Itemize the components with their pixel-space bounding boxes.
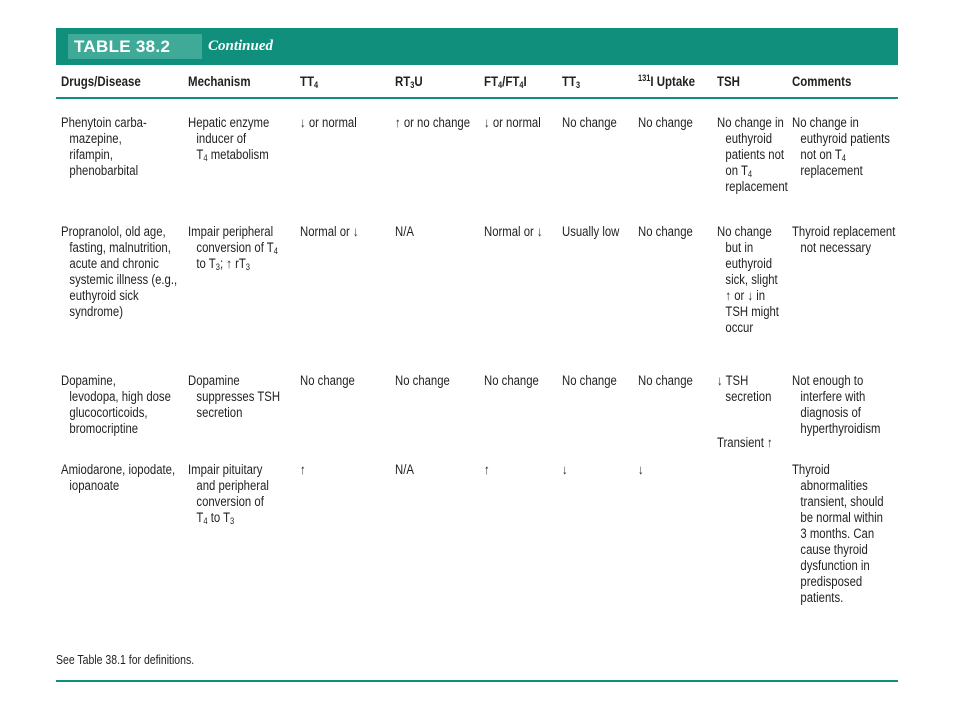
cell-tt4 — [300, 373, 355, 389]
cell-line: secretion — [196, 405, 243, 420]
cell-line: Normal or ↓ — [484, 224, 543, 239]
cell-line: but in — [725, 240, 754, 255]
cell-line: ↓ or normal — [484, 115, 541, 130]
cell-line: ↓ — [562, 462, 568, 477]
cell-line: $T_4$ to $T_3$ — [196, 510, 235, 526]
cell-line: Impair peripheral — [188, 224, 274, 239]
cell-line: No change — [638, 115, 693, 130]
cell-line: glucocorticoids, — [69, 405, 148, 420]
cell-line: transient, should — [800, 494, 884, 509]
cell-line: Dopamine, — [61, 373, 116, 388]
cell-line: No change — [300, 373, 355, 388]
cell-line: fasting, malnutrition, — [69, 240, 171, 255]
cell-line: euthyroid — [725, 131, 773, 146]
cell-tt3 — [562, 373, 617, 389]
cell-line: Phenytoin carba- — [61, 115, 147, 130]
table-banner — [56, 28, 898, 65]
cell-mechanism — [188, 115, 269, 163]
cell-line: sick, slight — [725, 272, 778, 287]
cell-line: not necessary — [800, 240, 871, 255]
header-tt4: $TT_4$ — [300, 73, 319, 90]
cell-tsh-extra: Transient ↑ — [717, 435, 773, 450]
cell-line: ↓ or normal — [300, 115, 357, 130]
cell-ft4 — [484, 373, 539, 389]
cell-line: ↓ TSH — [717, 373, 749, 388]
cell-line: diagnosis of — [800, 405, 861, 420]
cell-tsh — [717, 115, 788, 195]
cell-tsh — [717, 224, 779, 336]
header-comments: Comments — [792, 73, 852, 89]
cell-drugs — [61, 224, 177, 320]
cell-line: Dopamine — [188, 373, 240, 388]
cell-tt4 — [300, 462, 306, 478]
cell-line: ↓ — [638, 462, 644, 477]
table-body — [56, 99, 898, 682]
cell-line: and peripheral — [196, 478, 269, 493]
cell-line: mazepine, — [69, 131, 122, 146]
cell-line: Usually low — [562, 224, 620, 239]
cell-line: predisposed — [800, 574, 863, 589]
header-rt3u: $RT_3U$ — [395, 73, 423, 90]
cell-line: abnormalities — [800, 478, 868, 493]
cell-tt3 — [562, 224, 619, 240]
cell-line: No change — [484, 373, 539, 388]
cell-line: patients. — [800, 590, 844, 605]
header-drugs: Drugs/Disease — [61, 73, 141, 89]
cell-tsh — [717, 373, 771, 405]
header-ft4: $FT_4/FT_4I$ — [484, 73, 527, 90]
table-label: TABLE 38.2 — [68, 34, 202, 59]
cell-line: replacement — [800, 163, 863, 178]
cell-line: levodopa, high dose — [69, 389, 171, 404]
cell-line: euthyroid — [725, 256, 773, 271]
cell-line: Not enough to — [792, 373, 864, 388]
cell-line: conversion of $T_4$ — [196, 240, 278, 256]
cell-line: No change — [562, 115, 617, 130]
cell-line: inducer of — [196, 131, 247, 146]
cell-line: ↑ — [484, 462, 490, 477]
cell-line: TSH might — [725, 304, 779, 319]
cell-comments — [792, 224, 895, 256]
cell-line: No change — [562, 373, 617, 388]
header-tsh: TSH — [717, 73, 740, 89]
header-mechanism: Mechanism — [188, 73, 251, 89]
cell-line: to $T_3$; ↑ $rT_3$ — [196, 256, 250, 272]
cell-line: Impair pituitary — [188, 462, 263, 477]
cell-tt3 — [562, 115, 617, 131]
cell-line: dysfunction in — [800, 558, 870, 573]
cell-drugs — [61, 462, 175, 494]
cell-line: ↑ or no change — [395, 115, 471, 130]
cell-line: bromocriptine — [69, 421, 139, 436]
header-tt3: $TT_3$ — [562, 73, 581, 90]
cell-drugs — [61, 373, 171, 437]
cell-ft4 — [484, 115, 541, 131]
cell-uptake — [638, 224, 693, 240]
cell-line: ↑ — [300, 462, 306, 477]
cell-line: systemic illness (e.g., — [69, 272, 178, 287]
cell-line: iopanoate — [69, 478, 120, 493]
cell-mechanism — [188, 462, 269, 526]
cell-line: secretion — [725, 389, 772, 404]
cell-line: on $T_4$ — [725, 163, 753, 179]
cell-line: rifampin, — [69, 147, 113, 162]
cell-drugs — [61, 115, 147, 179]
continued-label: Continued — [208, 38, 274, 54]
cell-line: conversion of — [196, 494, 264, 509]
cell-line: patients not — [725, 147, 785, 162]
cell-line: N/A — [395, 462, 414, 477]
cell-line: Thyroid — [792, 462, 830, 477]
cell-line: 3 months. Can — [800, 526, 875, 541]
cell-line: No change — [638, 373, 693, 388]
cell-comments — [792, 115, 890, 179]
header-uptake: $^{131}$I Uptake — [638, 73, 695, 89]
cell-line: Propranolol, old age, — [61, 224, 166, 239]
cell-line: cause thyroid — [800, 542, 868, 557]
cell-line: No change in — [792, 115, 859, 130]
table-header-row — [56, 65, 898, 99]
cell-line: hyperthyroidism — [800, 421, 881, 436]
cell-line: syndrome) — [69, 304, 123, 319]
cell-line: not on $T_4$ — [800, 147, 847, 163]
cell-rt3u — [395, 373, 450, 389]
cell-comments — [792, 462, 884, 606]
cell-line: euthyroid sick — [69, 288, 139, 303]
cell-line: occur — [725, 320, 754, 335]
cell-line: No change in — [717, 115, 784, 130]
cell-line: Amiodarone, iopodate, — [61, 462, 176, 477]
cell-rt3u — [395, 462, 414, 478]
cell-line: N/A — [395, 224, 414, 239]
cell-tt3 — [562, 462, 568, 478]
cell-tt4 — [300, 115, 357, 131]
cell-line: euthyroid patients — [800, 131, 890, 146]
cell-line: phenobarbital — [69, 163, 139, 178]
cell-rt3u — [395, 224, 414, 240]
cell-uptake — [638, 373, 693, 389]
cell-line: Thyroid replacement — [792, 224, 896, 239]
table-footnote: See Table 38.1 for definitions. — [56, 653, 195, 667]
cell-line: replacement — [725, 179, 788, 194]
cell-line: be normal within — [800, 510, 883, 525]
cell-uptake — [638, 462, 644, 478]
cell-line: ↑ or ↓ in — [725, 288, 766, 303]
cell-comments — [792, 373, 880, 437]
cell-mechanism — [188, 224, 278, 272]
cell-line: Normal or ↓ — [300, 224, 359, 239]
cell-line: interfere with — [800, 389, 866, 404]
table-38-2 — [56, 28, 898, 682]
cell-line: No change — [638, 224, 693, 239]
cell-line: suppresses TSH — [196, 389, 281, 404]
cell-line: No change — [717, 224, 772, 239]
cell-mechanism — [188, 373, 280, 421]
cell-line: No change — [395, 373, 450, 388]
cell-ft4 — [484, 224, 543, 240]
cell-ft4 — [484, 462, 490, 478]
cell-uptake — [638, 115, 693, 131]
cell-tt4 — [300, 224, 359, 240]
cell-line: acute and chronic — [69, 256, 159, 271]
cell-rt3u — [395, 115, 470, 131]
cell-line: Hepatic enzyme — [188, 115, 270, 130]
cell-line: $T_4$ metabolism — [196, 147, 269, 163]
